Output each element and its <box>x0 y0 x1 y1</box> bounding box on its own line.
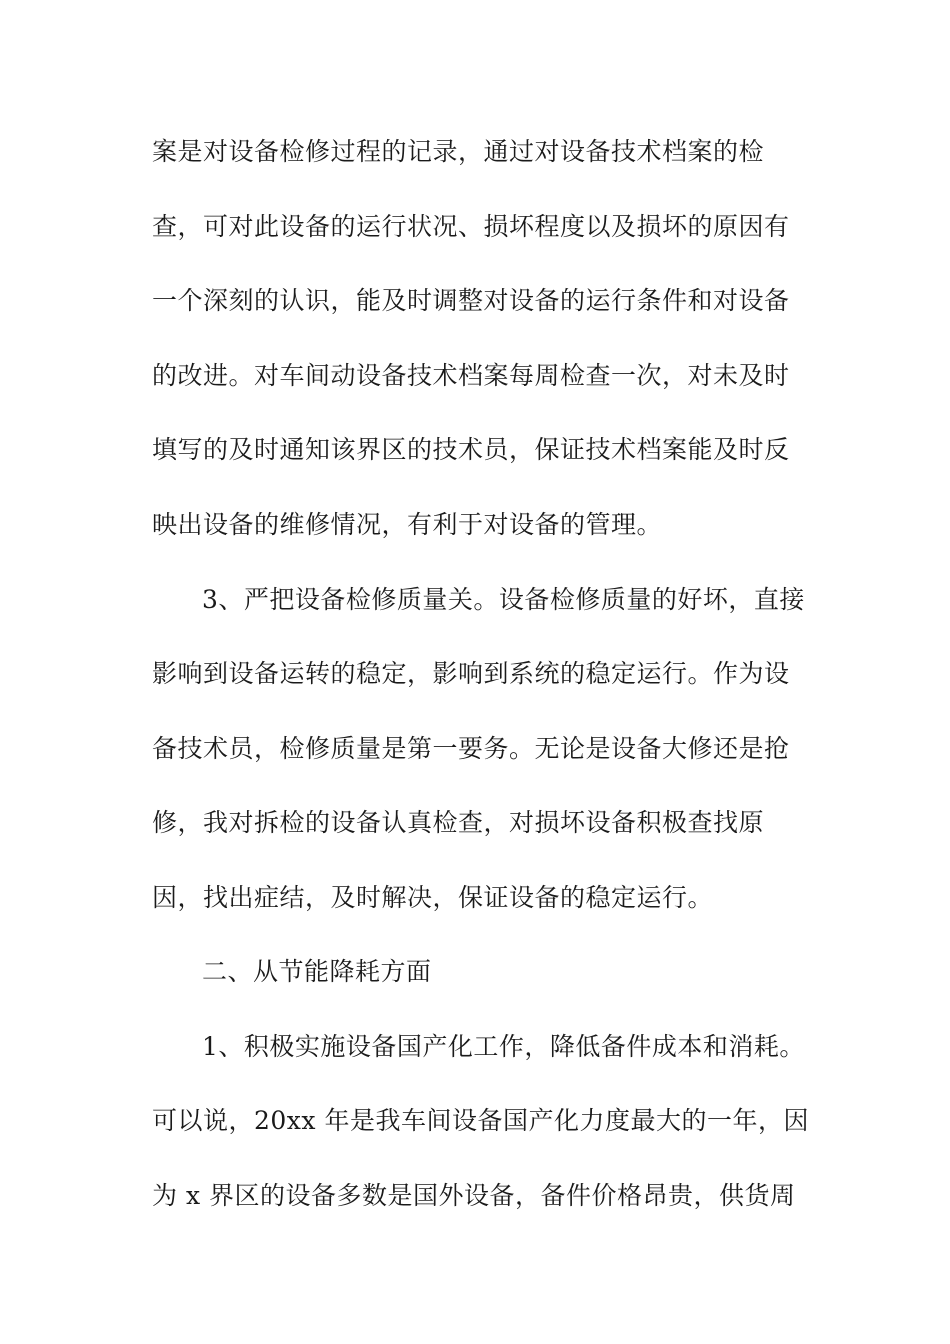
text-line: 映出设备的维修情况，有利于对设备的管理。 <box>152 510 663 539</box>
text-line: 因，找出症结，及时解决，保证设备的稳定运行。 <box>152 883 714 912</box>
text-line: 可以说，20xx 年是我车间设备国产化力度最大的一年，因 <box>152 1106 809 1135</box>
text-line: 案是对设备检修过程的记录，通过对设备技术档案的检 <box>152 137 765 166</box>
text-line: 修，我对拆检的设备认真检查，对损坏设备积极查找原 <box>152 808 765 837</box>
section-heading: 二、从节能降耗方面 <box>202 957 432 986</box>
paragraph-start: 1、积极实施设备国产化工作，降低备件成本和消耗。 <box>202 1032 805 1061</box>
text-line: 备技术员，检修质量是第一要务。无论是设备大修还是抢 <box>152 734 790 763</box>
text-line: 查，可对此设备的运行状况、损坏程度以及损坏的原因有 <box>152 212 790 241</box>
text-line: 为 x 界区的设备多数是国外设备，备件价格昂贵，供货周 <box>152 1181 796 1210</box>
text-line: 的改进。对车间动设备技术档案每周检查一次，对未及时 <box>152 361 790 390</box>
text-line: 影响到设备运转的稳定，影响到系统的稳定运行。作为设 <box>152 659 790 688</box>
text-line: 一个深刻的认识，能及时调整对设备的运行条件和对设备 <box>152 286 790 315</box>
paragraph-start: 3、严把设备检修质量关。设备检修质量的好坏，直接 <box>202 585 805 614</box>
text-line: 填写的及时通知该界区的技术员，保证技术档案能及时反 <box>152 435 790 464</box>
